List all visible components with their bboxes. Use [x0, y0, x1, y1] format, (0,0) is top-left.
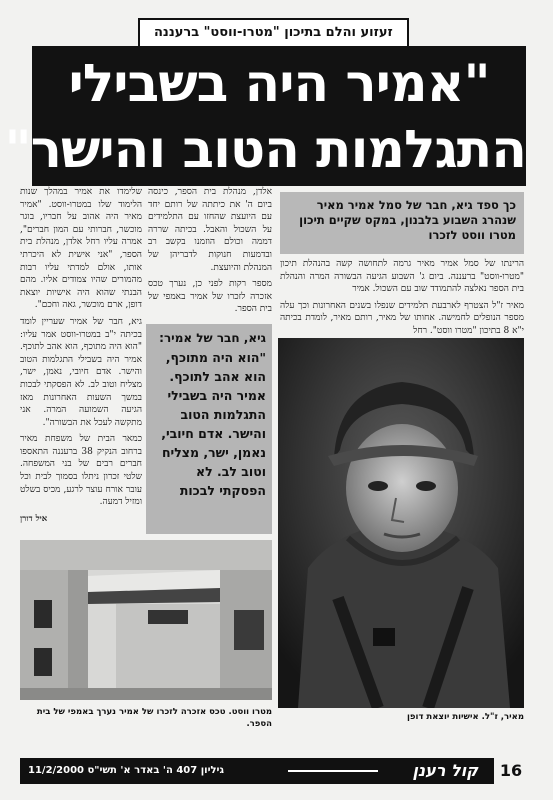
pull-quote [146, 324, 272, 534]
paragraph: הרינתו של סמל אמיר מאיר גרמה לתחושה קשה בהנהלת תיכון "מטרו-ווסט" ברעננה. ביום ג' השבוע הגיעה הבשורה המרה והנהלת בית הספר נאלצה להתמודד שוב עם השכול. אמיר [280, 259, 524, 295]
kicker-row [38, 8, 528, 44]
issue-info: גיליון 407 ה' באדר א' תשי"ס 11/2/2000 [28, 765, 224, 776]
paragraph: מאיר ז"ל הצטרף לארבעת תלמידים שנפלו בשנים האחרונות וכך עלה מספר הנופלים לחמישה. אחותו של מאיר, רותם מאיר, לומדת בכיתה י"א 8 בתיכון "מטרו ווסט". רחל [280, 300, 524, 334]
paragraph: שלימדו את אמיר במהלך שנות הלימוד שלו במטרו-ווסט. "אמיר מאיר היה אהוב על חבריו, בוגר מוכשר, חברותי עם המון חברים", אמרה עליו רחל אלדן, מנהלת בית הספר, "אני אישית לא היכרתי אותו, אולם למדתי עליו רבות מהמורים שהיו צמודים אליו. מהם הבנתי שהוא היה אישיות יוצאת דופן, ארם מוכשר, גאה וחכם". [20, 187, 142, 311]
headline-line-1: "אמיר היה בשבילי [68, 54, 490, 114]
paragraph: כמאר הבית של משפחת מאיר ברחוב הנקיק 38 ברעננה התאספו חברים רבים של בני המשפחה. שלטי זכרון ניתלו בסמוך לבית וכל עובר אורח עוצר לרגע, מכיס בשלט ומזיל דמעה. [20, 434, 142, 508]
author-byline: איל דורן [20, 513, 48, 524]
article-column-2 [148, 186, 272, 318]
page-number: 16 [494, 758, 528, 784]
soldier-photo [278, 338, 524, 708]
footer-divider [288, 770, 378, 772]
subhead: כך ספד גיא, חבר של סמל אמיר מאיר שנהרג השבוע בלבנון, במקס שקיים תיכון מטרו ווסט לזכרו [280, 192, 524, 254]
paragraph: מספר רקות לפני כן, נערך טכס אזכרה לזכרו של אמיר באמפי של בית הספר. [148, 279, 272, 315]
paragraph: גיא, חבר של אמיר שעריין לומד בכיתה י"ב במטרו-ווסט אמר עליו: "הוא היה מתוכף, הוא אהב לתוכף. אמיר היה בשבילי התגלמות הטוב והישר. אדם חיובי, נאמן, ישר, מצליח וטוב לב. לא הפסקתי לבכות במשך השעות האחרונות מאז הגיעה השמועה המרה. אני מתקשה לעכל את הבשורה". [20, 316, 142, 428]
pull-quote-intro: גיא, חבר של אמיר: [159, 331, 266, 345]
article-column-3 [20, 186, 142, 534]
kicker: זעזוע והלם בתיכון "מטרו-ווסט" ברעננה [138, 18, 409, 48]
footer [20, 758, 528, 784]
school-building-image [20, 540, 272, 700]
article-column-1 [280, 258, 524, 334]
soldier-photo-caption: מאיר, ז"ל. אישיות יוצאת דופן [407, 712, 524, 722]
pull-quote-text: "הוא היה מתוכף, הוא אהב לתוכף. אמיר היה בשבילי התגלמות הטוב והישר. אדם חיובי, נאמן, ישר, מצליח וטוב לב. לא הפסקתי לבכות [161, 350, 266, 498]
newspaper-brand: קול רענן [412, 761, 478, 780]
headline-line-2: התגלמות הטוב והישר" [4, 120, 526, 180]
school-photo [20, 540, 272, 700]
soldier-photo-image [278, 338, 524, 708]
paragraph: אלדן, מנהלת בית הספר, כינסה ביום ה' את כיתתה של רותם יחד עם היועצת שהחזו עם התלמידים על השכול והאבל. בכיתה שררה דממה וכולם הוזמנו בקשב רב ובדמעות חנוקות לדבריהן של המנהלת והיועצת. [148, 187, 272, 273]
headline [4, 46, 526, 186]
school-photo-caption: מטרו ווסט. טכס אזכרה לזכרו של אמיר נערך באמפי של בית הספר. [36, 707, 272, 729]
